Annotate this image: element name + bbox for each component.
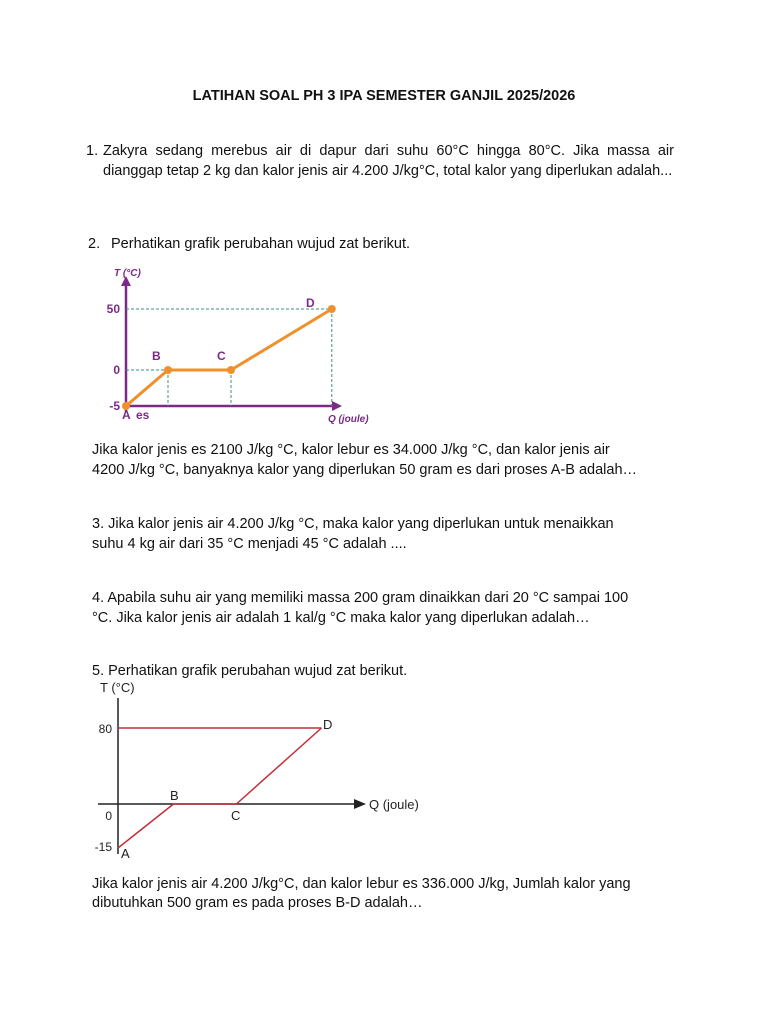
y-axis-label: T (°C) [100,680,135,695]
question-2-text-line-2: 4200 J/kg °C, banyaknya kalor yang diperlukan 50 gram es dari proses A-B adalah… [92,462,638,478]
annotation-es: es [136,408,150,422]
segment-A-B [118,804,174,848]
point-D [328,305,336,313]
question-1-number: 1. [86,143,99,159]
question-3-text-line-1: 3. Jika kalor jenis air 4.200 J/kg °C, maka kalor yang diperlukan untuk menaikkan [92,516,614,532]
point-label-C: C [231,808,241,823]
y-tick-1: 0 [105,809,112,823]
y-tick-0: 50 [106,302,120,316]
y-tick-1: 0 [113,363,120,377]
page-title: LATIHAN SOAL PH 3 IPA SEMESTER GANJIL 2025/2026 [192,88,576,104]
point-label-D: D [306,296,315,310]
point-label-A: A [122,408,131,422]
point-label-B: B [170,788,179,803]
chart-1 [96,262,386,430]
question-5-text-line-1: Jika kalor jenis air 4.200 J/kg°C, dan kalor lebur es 336.000 J/kg, Jumlah kalor yang [92,876,631,892]
point-label-A: A [121,846,130,861]
segment-C-D [236,728,321,804]
point-C [227,366,235,374]
y-tick-2: -5 [109,399,120,413]
y-tick-2: -15 [94,840,112,854]
chart-2 [86,676,446,866]
x-axis-label: Q (joule) [369,797,419,812]
x-axis-label: Q (joule) [328,414,369,425]
segment-C-D [231,309,332,370]
question-1-text: Zakyra sedang merebus air di dapur dari suhu 60°C hingga 80°C. Jika massa air dianggap tetap 2 kg dan kalor jenis air 4.200 J/kg°C, total kalor yang diperlukan adalah... [103,143,674,179]
y-tick-0: 80 [98,722,112,736]
point-label-D: D [323,717,333,732]
x-axis-arrow [332,401,342,411]
question-2-intro: Perhatikan grafik perubahan wujud zat berikut. [111,236,411,252]
question-3-text-line-2: suhu 4 kg air dari 35 °C menjadi 45 °C adalah .... [92,536,407,552]
question-4-text-line-2: °C. Jika kalor jenis air adalah 1 kal/g °C maka kalor yang diperlukan adalah… [92,610,590,626]
segment-A-B [126,370,168,406]
point-label-C: C [217,349,226,363]
question-2-number: 2. [88,236,101,252]
question-5-text-line-2: dibutuhkan 500 gram es pada proses B-D adalah… [92,895,423,911]
question-2-text-line-1: Jika kalor jenis es 2100 J/kg °C, kalor lebur es 34.000 J/kg °C, dan kalor jenis air [92,442,610,458]
question-5-intro: 5. Perhatikan grafik perubahan wujud zat berikut. [92,663,408,679]
x-axis-arrow [354,799,366,809]
point-label-B: B [152,349,161,363]
question-4-text-line-1: 4. Apabila suhu air yang memiliki massa 200 gram dinaikkan dari 20 °C sampai 100 [92,590,629,606]
y-axis-label: T (°C) [114,268,141,279]
point-B [164,366,172,374]
